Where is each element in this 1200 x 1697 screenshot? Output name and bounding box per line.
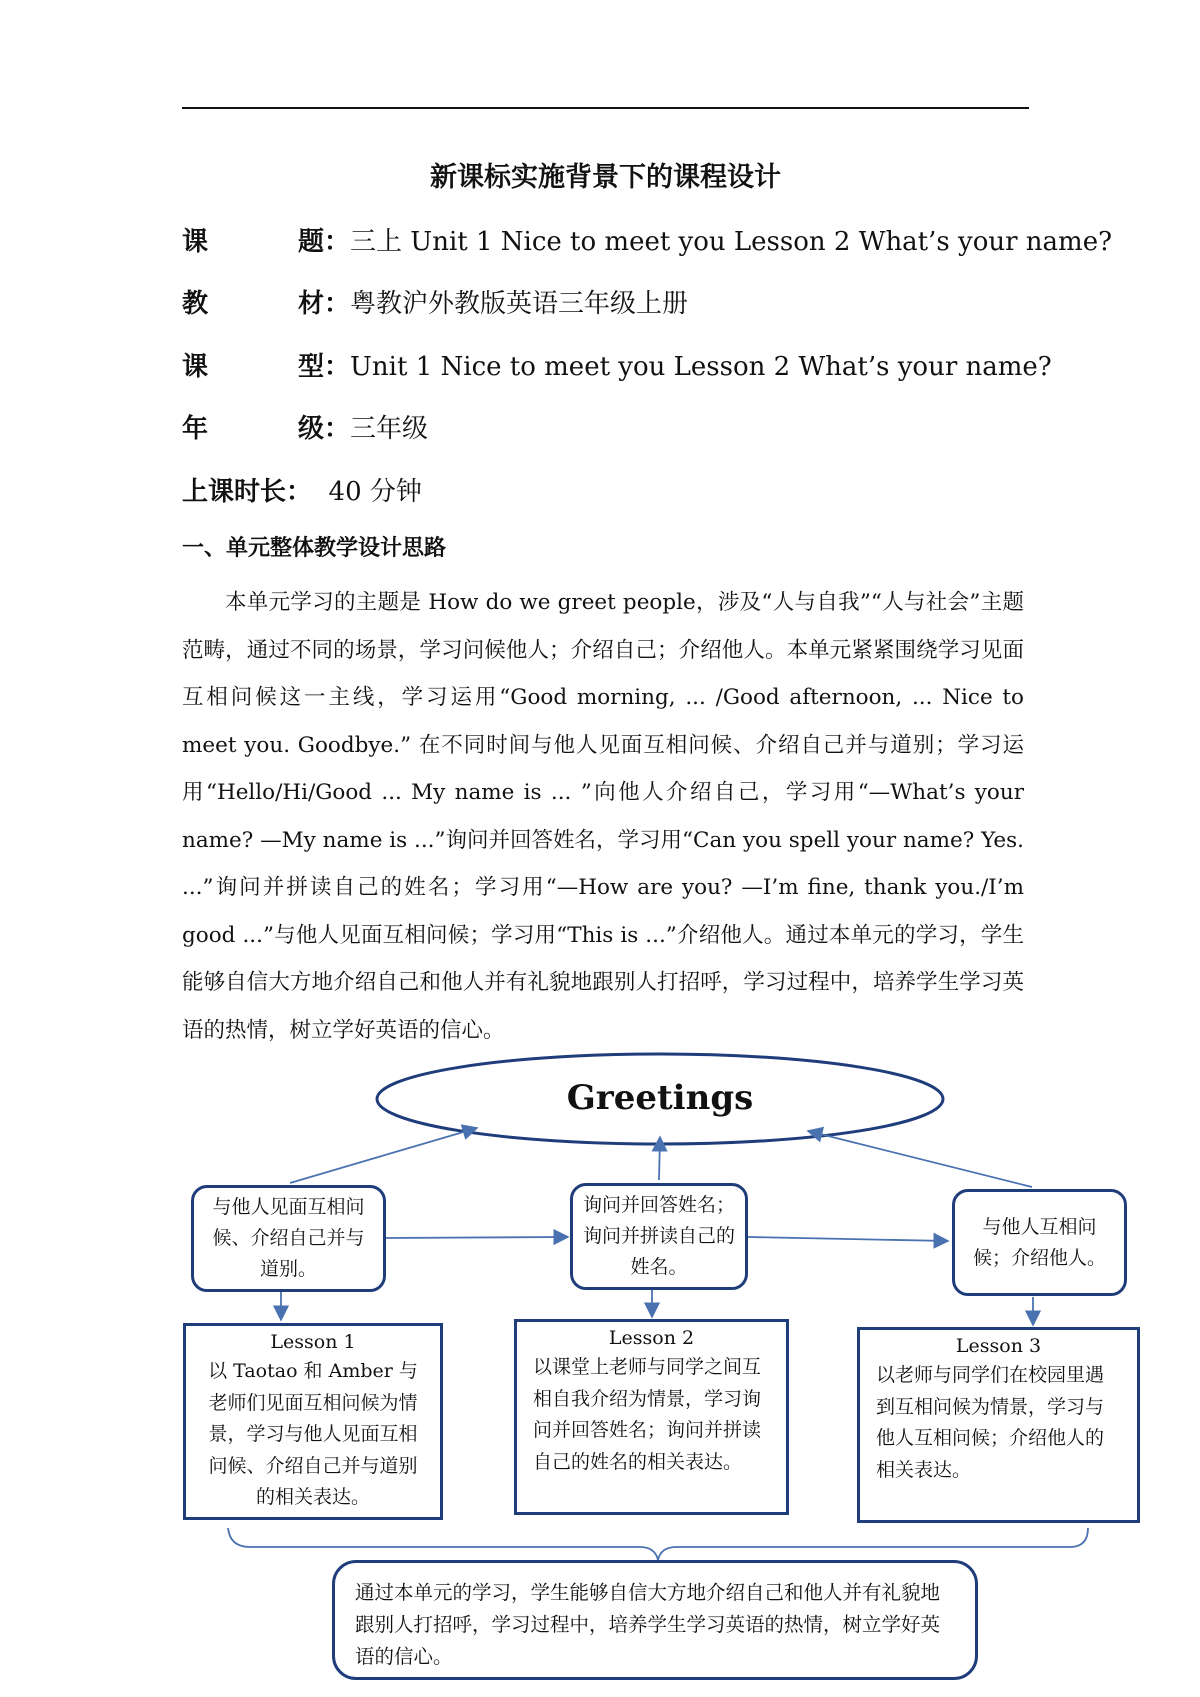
meta-value-topic: 三上 Unit 1 Nice to meet you Lesson 2 What’s your name? bbox=[350, 227, 1113, 257]
meta-value-lesson-type: Unit 1 Nice to meet you Lesson 2 What’s your name? bbox=[350, 352, 1052, 382]
meta-value-duration: 40 分钟 bbox=[328, 477, 422, 507]
lesson-box-1 bbox=[183, 1323, 443, 1520]
lesson-title-2: Lesson 2 bbox=[608, 1327, 695, 1349]
meta-row-lesson-type: 课 型 ：Unit 1 Nice to meet you Lesson 2 What’s your name? bbox=[182, 352, 1052, 382]
lesson-title-1: Lesson 1 bbox=[270, 1331, 356, 1353]
design-paragraph: 本单元学习的主题是 How do we greet people，涉及“人与自我”“人与社会”主题范畴，通过不同的场景，学习问候他人；介绍自己；介绍他人。本单元紧紧围绕学习见面互相问候这一主线，学习运用“Good morning, ... /Good afternoon, ... Nice to meet you. Goodbye.” 在不同时间与他人见面互相问候、介绍自己并与道别；学习运用“Hello/Hi/Good ... My name is ... ”向他人介绍自己，学习用“—What’s your name? —My name is ...”询问并回答姓名，学习用“Can you spell your name? Yes. ...”询问并拼读自己的姓名；学习用“—How are you? —I’m fine, thank you./I’m good ...”与他人见面互相问候；学习用“This is ...”介绍他人。通过本单元的学习，学生能够自信大方地介绍自己和他人并有礼貌地跟别人打招呼，学习过程中，培养学生学习英语的热情，树立学好英语的信心。 bbox=[182, 590, 1024, 1043]
document-title: 新课标实施背景下的课程设计 bbox=[430, 162, 781, 193]
lesson-body-2: 以课堂上老师与同学之间互相自我介绍为情景，学习询问并回答姓名；询问并拼读自己的姓名的相关表达。 bbox=[533, 1356, 762, 1473]
goal-box-2: 询问并回答姓名；询问并拼读自己的姓名。 bbox=[570, 1183, 748, 1290]
arrow-goal2-to-center bbox=[659, 1137, 660, 1180]
meta-value-textbook: 粤教沪外教版英语三年级上册 bbox=[350, 289, 689, 319]
summary-box: 通过本单元的学习，学生能够自信大方地介绍自己和他人并有礼貌地跟别人打招呼，学习过程中，培养学生学习英语的热情，树立学好英语的信心。 bbox=[332, 1560, 978, 1680]
lesson-box-3 bbox=[857, 1327, 1140, 1523]
section-heading: 一、单元整体教学设计思路 bbox=[182, 536, 447, 561]
summary-brace bbox=[228, 1528, 1088, 1560]
lesson-body-3: 以老师与同学们在校园里遇到互相问候为情景，学习与他人互相问候；介绍他人的相关表达。 bbox=[876, 1364, 1105, 1481]
lesson-box-2 bbox=[514, 1319, 789, 1515]
goal-box-3: 与他人互相问候；介绍他人。 bbox=[952, 1189, 1127, 1296]
meta-row-topic: 课 题 ：三上 Unit 1 Nice to meet you Lesson 2 What’s your name? bbox=[182, 227, 1113, 257]
arrow-goal3-to-center bbox=[808, 1131, 1032, 1187]
meta-row-grade: 年 级 ：三年级 bbox=[182, 414, 429, 444]
meta-row-duration: 上课时长： 40 分钟 bbox=[182, 477, 422, 507]
lesson-body-1: 以 Taotao 和 Amber 与老师们见面互相问候为情景，学习与他人见面互相问候、介绍自己并与道别的相关表达。 bbox=[208, 1360, 418, 1508]
arrow-goal1-to-goal2 bbox=[385, 1237, 568, 1238]
goal-box-1: 与他人见面互相问候、介绍自己并与道别。 bbox=[191, 1185, 386, 1292]
meta-row-textbook: 教 材 ：粤教沪外教版英语三年级上册 bbox=[182, 289, 689, 319]
arrow-goal2-to-goal3 bbox=[748, 1237, 948, 1241]
arrow-goal1-to-center bbox=[290, 1128, 477, 1183]
lesson-title-3: Lesson 3 bbox=[955, 1335, 1042, 1357]
diagram-center-label: Greetings bbox=[566, 1078, 754, 1118]
meta-value-grade: 三年级 bbox=[350, 414, 429, 444]
